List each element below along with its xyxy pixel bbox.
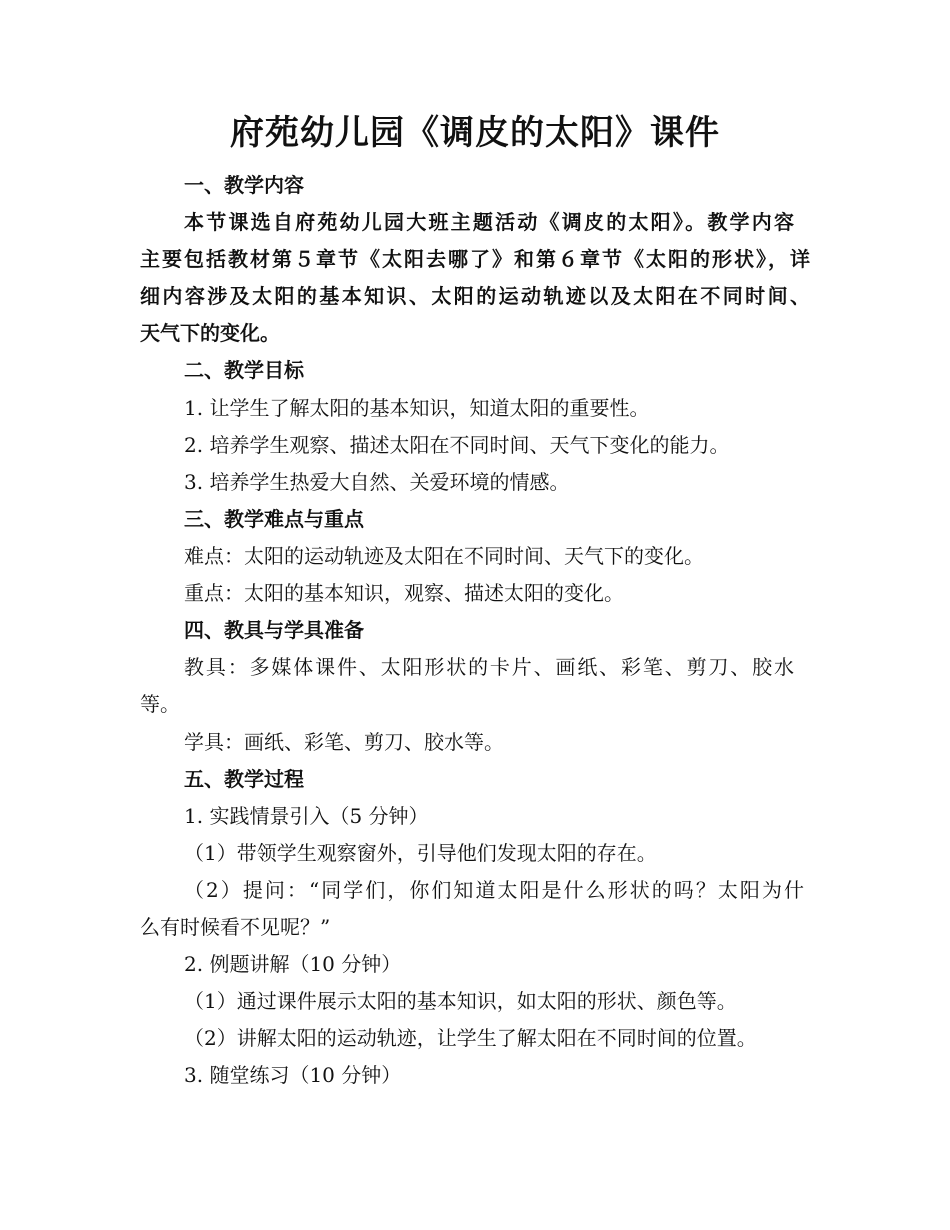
process-step-1-b-line-2: 么有时候看不见呢？” [140,915,331,939]
process-step-1-b-line-1: （2）提问：“同学们，你们知道太阳是什么形状的吗？太阳为什 [184,878,804,902]
goal-item-3: 3. 培养学生热爱大自然、关爱环境的情感。 [184,470,570,494]
process-step-1: 1. 实践情景引入（5 分钟） [184,804,429,828]
student-materials-text: 学具：画纸、彩笔、剪刀、胶水等。 [184,730,504,754]
content-paragraph-line-3: 细内容涉及太阳的基本知识、太阳的运动轨迹以及太阳在不同时间、 [140,284,810,308]
teacher-materials-line-1: 教具：多媒体课件、太阳形状的卡片、画纸、彩笔、剪刀、胶水 [184,655,794,679]
key-point-text: 重点：太阳的基本知识，观察、描述太阳的变化。 [184,581,624,605]
section-heading-content: 一、教学内容 [184,173,304,197]
content-paragraph-line-1: 本节课选自府苑幼儿园大班主题活动《调皮的太阳》。教学内容 [184,210,794,234]
section-heading-goals: 二、教学目标 [184,358,304,382]
goal-item-2: 2. 培养学生观察、描述太阳在不同时间、天气下变化的能力。 [184,433,730,457]
content-paragraph-line-4: 天气下的变化。 [140,321,280,345]
process-step-1-a: （1）带领学生观察窗外，引导他们发现太阳的存在。 [184,841,657,865]
section-heading-materials: 四、教具与学具准备 [184,618,364,642]
process-step-3: 3. 随堂练习（10 分钟） [184,1063,402,1087]
goal-item-1: 1. 让学生了解太阳的基本知识，知道太阳的重要性。 [184,396,650,420]
content-paragraph-line-2: 主要包括教材第５章节《太阳去哪了》和第６章节《太阳的形状》，详 [140,247,810,271]
section-heading-process: 五、教学过程 [184,767,304,791]
section-heading-difficulties: 三、教学难点与重点 [184,507,364,531]
difficulty-text: 难点：太阳的运动轨迹及太阳在不同时间、天气下的变化。 [184,544,704,568]
process-step-2: 2. 例题讲解（10 分钟） [184,952,402,976]
process-step-2-b: （2）讲解太阳的运动轨迹，让学生了解太阳在不同时间的位置。 [184,1026,757,1050]
process-step-2-a: （1）通过课件展示太阳的基本知识，如太阳的形状、颜色等。 [184,989,737,1013]
teacher-materials-line-2: 等。 [140,692,180,716]
document-title: 府苑幼儿园《调皮的太阳》课件 [230,113,720,153]
